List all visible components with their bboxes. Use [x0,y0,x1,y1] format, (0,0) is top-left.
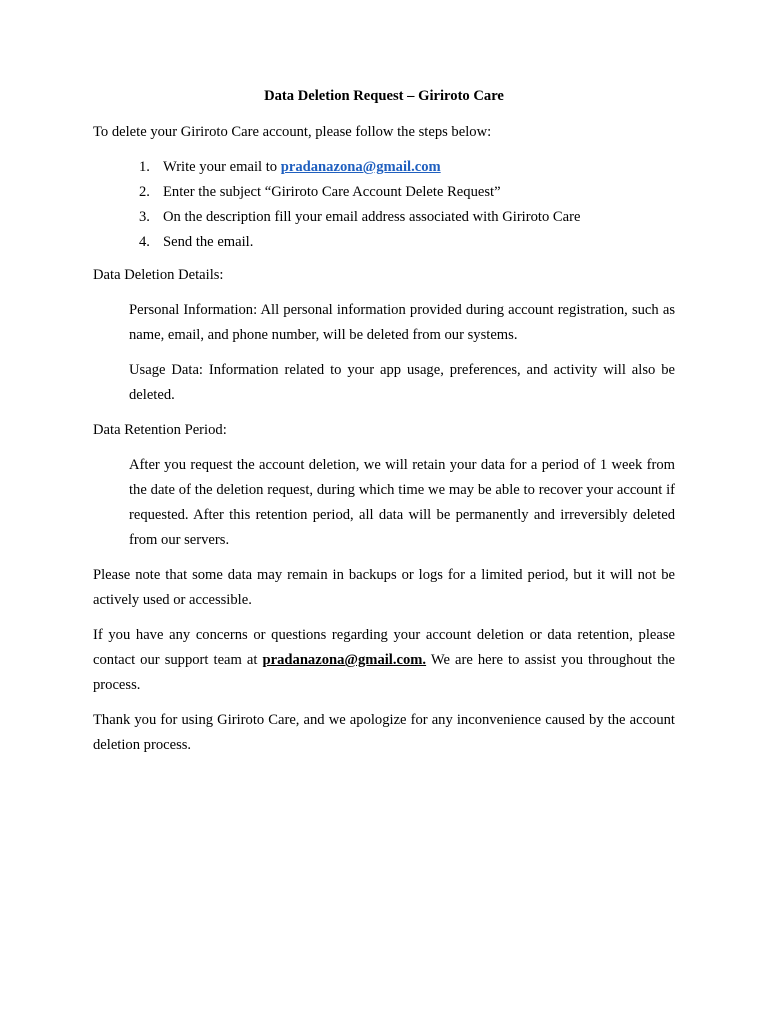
email-link[interactable]: pradanazona@gmail.com [280,159,441,175]
step-item [93,180,675,205]
step-number: 2. [139,184,150,200]
support-email[interactable]: pradanazona@gmail.com. [262,652,427,668]
intro-text: To delete your Giriroto Care account, please follow the steps below: [93,124,492,140]
step-number: 4. [139,234,150,250]
step-item [93,205,675,230]
step-number: 1. [139,159,150,175]
step-item [93,230,675,255]
personal-info-paragraph: Personal Information: All personal information provided during account registration, such as name, email, and phone number, will be deleted from our systems. [129,302,675,343]
retention-paragraph: After you request the account deletion, we will retain your data for a period of 1 week from the date of the deletion request, during which time we may be able to recover your account if requested. After this retention period, all data will be permanently and irreversibly deleted from our servers. [129,457,675,548]
note-paragraph: Please note that some data may remain in backups or logs for a limited period, but it will not be actively used or accessible. [93,567,675,608]
step-text: Enter the subject “Giriroto Care Account Delete Request” [163,184,501,200]
retention-heading: Data Retention Period: [93,422,227,438]
document-title: Data Deletion Request – Giriroto Care [264,88,504,104]
step-number: 3. [139,209,150,225]
contact-paragraph [93,623,675,698]
contact-text-prefix: If you have any concerns or questions regarding your account deletion or data retention, please contact our support team at [93,627,675,668]
step-text: Send the email. [163,234,254,250]
document-page [93,86,675,768]
step-text: On the description fill your email address associated with Giriroto Care [163,209,581,225]
contact-text-suffix: We are here to assist you throughout the process. [93,652,675,693]
step-text [163,155,441,180]
thanks-paragraph: Thank you for using Giriroto Care, and we apologize for any inconvenience caused by the account deletion process. [93,712,675,753]
usage-data-paragraph: Usage Data: Information related to your app usage, preferences, and activity will also be deleted. [129,362,675,403]
step-item [93,155,675,180]
steps-list [93,155,675,255]
step-text-prefix: Write your email to [163,159,281,175]
details-heading: Data Deletion Details: [93,267,224,283]
